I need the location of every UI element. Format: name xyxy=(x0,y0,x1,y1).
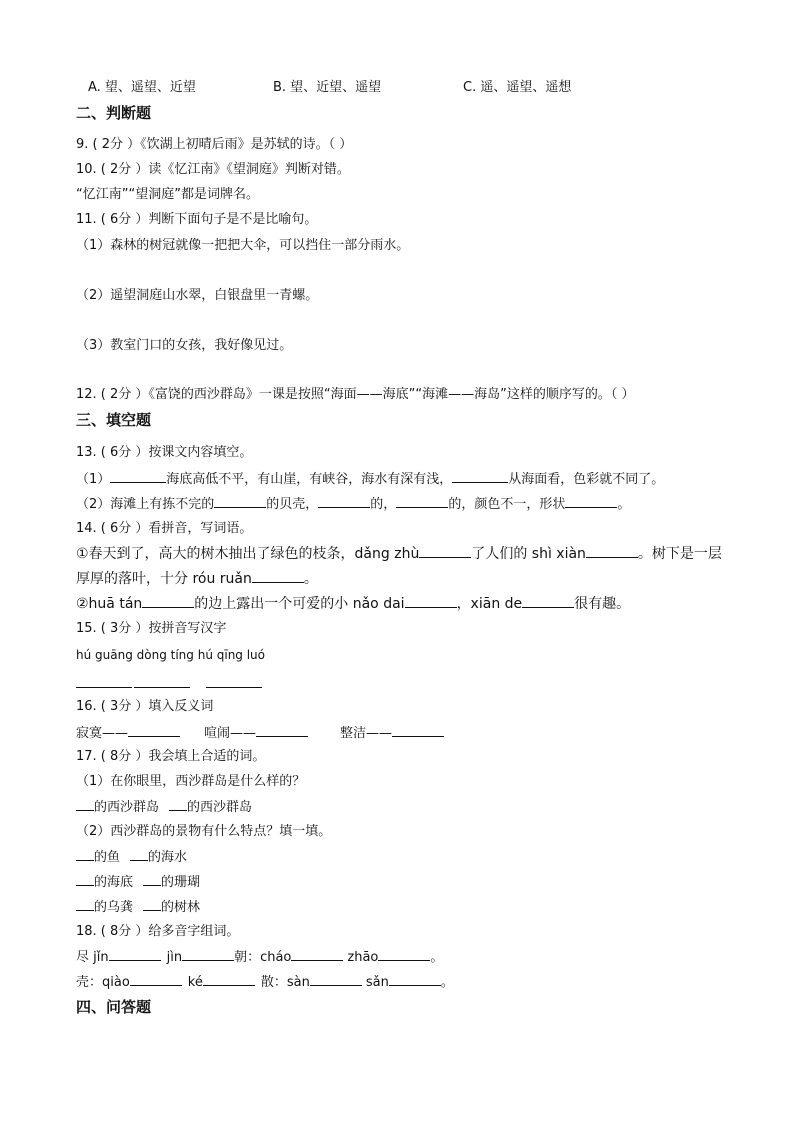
question-14: 14. ( 6分 ）看拼音，写词语。 xyxy=(76,521,253,536)
question-13-line-2: （2）海滩上有拣不完的 的贝壳， 的， 的，颜色不一，形状 。 xyxy=(76,497,631,512)
answer-blank[interactable] xyxy=(419,545,471,558)
answer-blank[interactable] xyxy=(143,898,161,911)
answer-blank[interactable] xyxy=(310,973,362,986)
answer-blank[interactable] xyxy=(214,495,266,508)
question-11: 11. ( 6分 ）判断下面句子是不是比喻句。 xyxy=(76,212,318,227)
question-17-row-2: 的海底 的珊瑚 xyxy=(76,873,200,892)
section-heading-fill: 三、填空题 xyxy=(76,411,152,429)
question-16: 16. ( 3分 ）填入反义词 xyxy=(76,699,214,714)
answer-blank[interactable] xyxy=(291,948,343,961)
answer-blank[interactable] xyxy=(396,495,448,508)
answer-blank[interactable] xyxy=(405,595,457,608)
answer-blank[interactable] xyxy=(252,570,304,583)
question-16-word-2: 喧闹—— xyxy=(204,724,308,743)
question-12: 12. ( 2分 ）《富饶的西沙群岛》一课是按照“海面——海底”“海滩——海岛”这样的顺序写的。（ ） xyxy=(76,387,635,402)
answer-blank[interactable] xyxy=(586,545,638,558)
answer-blank[interactable] xyxy=(130,848,148,861)
answer-blank[interactable] xyxy=(182,948,234,961)
answer-blank[interactable] xyxy=(452,470,508,483)
question-11-item-3: （3）教室门口的女孩，我好像见过。 xyxy=(76,338,293,353)
question-17-row-1: 的鱼 的海水 xyxy=(76,848,187,867)
question-17-row-3: 的乌龚 的树林 xyxy=(76,898,200,917)
answer-blank[interactable] xyxy=(318,495,370,508)
question-15-pinyin: hú guāng dòng tíng hú qīng luó xyxy=(76,648,266,662)
question-14-line-2: 厚厚的落叶，十分 róu ruǎn 。 xyxy=(76,571,318,587)
question-11-item-1: （1）森林的树冠就像一把把大伞，可以挡住一部分雨水。 xyxy=(76,238,410,253)
answer-blank[interactable] xyxy=(76,848,94,861)
answer-blank[interactable] xyxy=(76,873,94,886)
answer-blank[interactable] xyxy=(522,595,574,608)
question-14-line-3: ②huā tán 的边上露出一个可爱的小 nǎo dai ，xiān de 很有趣。 xyxy=(76,596,631,612)
question-10-statement: “忆江南”“望洞庭”都是词牌名。 xyxy=(76,187,259,202)
question-18: 18. ( 8分 ）给多音字组词。 xyxy=(76,924,240,939)
section-heading-qa: 四、问答题 xyxy=(76,998,152,1016)
answer-blank[interactable] xyxy=(256,724,308,737)
answer-blank[interactable] xyxy=(110,470,166,483)
question-13: 13. ( 6分 ）按课文内容填空。 xyxy=(76,445,253,460)
answer-blank[interactable] xyxy=(389,973,441,986)
answer-blank[interactable] xyxy=(203,973,255,986)
answer-blank[interactable] xyxy=(392,724,444,737)
question-13-line-1: （1） 海底高低不平，有山崖，有峡谷，海水有深有浅， 从海面看，色彩就不同了。 xyxy=(76,472,665,487)
question-17: 17. ( 8分 ）我会填上合适的词。 xyxy=(76,749,266,764)
answer-blank[interactable] xyxy=(169,798,187,811)
answer-blank[interactable] xyxy=(76,686,132,688)
question-16-word-3: 整洁—— xyxy=(340,724,444,743)
answer-blank[interactable] xyxy=(142,595,194,608)
question-18-line-1: 尽 jǐn jìn 朝：cháo zhāo 。 xyxy=(76,950,444,965)
question-9: 9. ( 2分 ）《饮湖上初晴后雨》是苏轼的诗。（ ） xyxy=(76,137,353,152)
answer-blank[interactable] xyxy=(76,898,94,911)
question-15: 15. ( 3分 ）按拼音写汉字 xyxy=(76,621,227,636)
question-11-item-2: （2）遥望洞庭山水翠，白银盘里一青螺。 xyxy=(76,288,319,303)
question-18-line-2: 壳：qiào ké 散：sàn sǎn 。 xyxy=(76,975,454,990)
answer-blank[interactable] xyxy=(143,873,161,886)
answer-blank[interactable] xyxy=(130,973,182,986)
answer-blank[interactable] xyxy=(378,948,430,961)
answer-blank[interactable] xyxy=(134,686,190,688)
option-a: A. 望、遥望、近望 xyxy=(88,80,196,95)
question-17-part-1-row: 的西沙群岛 的西沙群岛 xyxy=(76,798,252,817)
question-14-line-1: ①春天到了，高大的树木抽出了绿色的枝条，dǎng zhù 了人们的 shì xiàn 。树下是一层 xyxy=(76,546,722,562)
answer-blank[interactable] xyxy=(128,724,180,737)
question-17-part-1: （1）在你眼里，西沙群岛是什么样的？ xyxy=(76,774,306,789)
answer-blank[interactable] xyxy=(565,495,617,508)
question-10: 10. ( 2分 ）读《忆江南》《望洞庭》判断对错。 xyxy=(76,162,350,177)
answer-blank[interactable] xyxy=(76,798,94,811)
option-b: B. 望、近望、遥望 xyxy=(273,80,382,95)
question-17-part-2: （2）西沙群岛的景物有什么特点？填一填。 xyxy=(76,824,332,839)
answer-blank[interactable] xyxy=(109,948,161,961)
answer-blank[interactable] xyxy=(206,686,262,688)
question-16-word-1: 寂寞—— xyxy=(76,724,180,743)
section-heading-judgement: 二、判断题 xyxy=(76,104,152,122)
option-c: C. 遥、遥望、遥想 xyxy=(463,80,572,95)
